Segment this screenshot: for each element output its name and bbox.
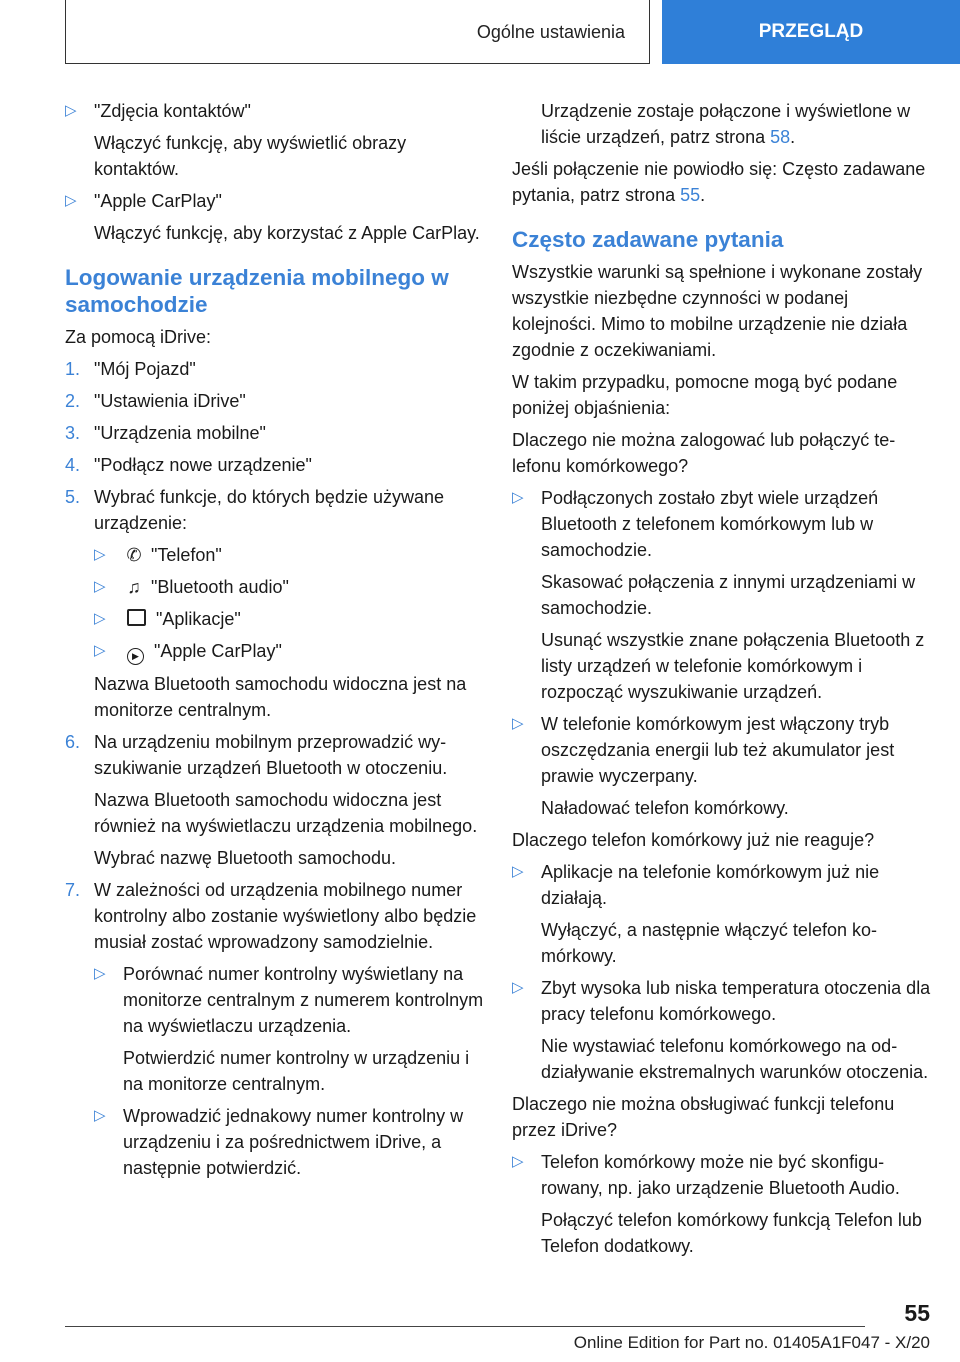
bullet-triangle-icon: ▷: [512, 489, 524, 506]
bullet-description: Potwierdzić numer kontrolny w urządzeniu i na monitorze centralnym.: [123, 1048, 470, 1094]
option-apps: [94, 606, 485, 632]
page-link-55[interactable]: 55: [680, 185, 701, 205]
bullet-triangle-icon: ▷: [94, 610, 106, 627]
option-label: "Bluetooth audio": [151, 577, 289, 597]
phone-icon: ✆: [126, 545, 142, 565]
step-7: [65, 877, 485, 955]
section-title: Ogólne ustawienia: [476, 22, 625, 42]
bullet-triangle-icon: ▷: [65, 192, 77, 209]
header-section-box: [65, 0, 650, 64]
bullet-description: Połączyć telefon komórkowy funkcją Telefon lub Telefon dodatkowy.: [541, 1210, 922, 1256]
step-number: 7.: [65, 880, 81, 900]
step-number: 4.: [65, 455, 81, 475]
step-number: 2.: [65, 391, 81, 411]
faq-bullet: [512, 859, 932, 911]
carplay-icon: ▶: [127, 648, 144, 665]
bullet-description: Włączyć funkcję, aby wyświetlić obrazy kontaktów.: [94, 133, 407, 179]
step-text: Wybrać funkcje, do których będzie używane urządzenie:: [94, 487, 445, 533]
text: Jeśli połączenie nie powiodło się: Często zadawane pytania, patrz strona: [512, 159, 926, 205]
step-text: "Ustawienia iDrive": [94, 391, 246, 411]
step-5: [65, 484, 485, 536]
page-link-58[interactable]: 58: [770, 127, 791, 147]
bullet-triangle-icon: ▷: [65, 102, 77, 119]
bullet-triangle-icon: ▷: [512, 979, 524, 996]
right-column: [512, 98, 932, 1265]
continuation-text: Urządzenie zostaje połączone i wyświetlone w liście urządzeń, patrz strona 58.: [541, 101, 911, 147]
bullet-description: Usunąć wszystkie znane połączenia Bluetooth z listy urządzeń w telefonie komórkowym i rozpocząć wyszukiwanie urządzeń.: [541, 630, 925, 702]
step-1: [65, 356, 485, 382]
footer-divider: [65, 1326, 865, 1327]
bullet-text: Porównać numer kontrolny wyświetlany na monitorze centralnym z numerem kontrolnym na wyświetlaczu urządzenia.: [123, 964, 484, 1036]
step-number: 5.: [65, 487, 81, 507]
bullet-triangle-icon: ▷: [94, 965, 106, 982]
bullet-triangle-icon: ▷: [512, 863, 524, 880]
bullet-text: Telefon komórkowy może nie być skonfigurowany, np. jako urządzenie Bluetooth Audio.: [541, 1152, 900, 1198]
step-text: W zależności od urządzenia mobilnego numer kontrolny albo zostanie wyświetlony albo będzie musiał zostać wprowadzony samodzielnie.: [94, 880, 477, 952]
bullet-text: Podłączonych zostało zbyt wiele urządzeń Bluetooth z telefonem komórkowym lub w samochodzie.: [541, 488, 879, 560]
option-label: "Apple CarPlay": [154, 641, 282, 661]
option-carplay: [94, 638, 485, 665]
step-number: 6.: [65, 732, 81, 752]
section-heading-login: Logowanie urządzenia mobilnego w samochodzie: [65, 265, 449, 317]
bullet-description: Włączyć funkcję, aby korzystać z Apple CarPlay.: [94, 223, 480, 243]
section-heading-faq: Często zadawane pytania: [512, 227, 784, 252]
bullet-text: W telefonie komórkowym jest włączony tryb oszczędzania energii lub też akumulator jest prawie wyczerpany.: [541, 714, 895, 786]
faq-paragraph: W takim przypadku, pomocne mogą być podane poniżej objaśnienia:: [512, 372, 898, 418]
bullet-triangle-icon: ▷: [94, 546, 106, 563]
music-note-icon: ♫: [127, 577, 141, 597]
bullet-apple-carplay: [65, 188, 485, 214]
bullet-triangle-icon: ▷: [94, 1107, 106, 1124]
step-text: "Mój Pojazd": [94, 359, 196, 379]
failure-text: Jeśli połączenie nie powiodło się: Często zadawane pytania, patrz strona 55.: [512, 159, 926, 205]
bullet-text: Aplikacje na telefonie komórkowym już nie działają.: [541, 862, 880, 908]
option-bluetooth-audio: [94, 574, 485, 600]
bullet-description: Nie wystawiać telefonu komórkowego na oddziaływanie ekstremalnych warunków otoczenia.: [541, 1036, 929, 1082]
step-4: [65, 452, 485, 478]
step-number: 1.: [65, 359, 81, 379]
step-number: 3.: [65, 423, 81, 443]
step-3: [65, 420, 485, 446]
overview-tab[interactable]: PRZEGLĄD: [662, 0, 960, 64]
option-phone: [94, 542, 485, 568]
apps-icon: [127, 609, 146, 626]
bullet-description: Naładować telefon komórkowy.: [541, 798, 789, 818]
bullet-triangle-icon: ▷: [94, 642, 106, 659]
step7-bullet: [94, 961, 485, 1039]
faq-question: Dlaczego nie można zalogować lub połączyć telefonu komórkowego?: [512, 430, 896, 476]
bullet-label: "Zdjęcia kontaktów": [94, 101, 251, 121]
intro-text: Za pomocą iDrive:: [65, 327, 212, 347]
faq-bullet: [512, 975, 932, 1027]
faq-bullet: [512, 711, 932, 789]
faq-question: Dlaczego telefon komórkowy już nie reaguje?: [512, 830, 875, 850]
bullet-triangle-icon: ▷: [512, 1153, 524, 1170]
faq-bullet: [512, 1149, 932, 1201]
text: Urządzenie zostaje połączone i wyświetlone w liście urządzeń, patrz strona: [541, 101, 911, 147]
page-header: [0, 0, 960, 64]
left-column: [65, 98, 485, 1187]
step6-note: Nazwa Bluetooth samochodu widoczna jest również na wyświetlaczu urządzenia mobilnego.: [94, 790, 478, 836]
step5-note: Nazwa Bluetooth samochodu widoczna jest na monitorze centralnym.: [94, 674, 467, 720]
bullet-text: Zbyt wysoka lub niska temperatura otoczenia dla pracy telefonu komórkowego.: [541, 978, 931, 1024]
step7-bullet: [94, 1103, 485, 1181]
faq-question: Dlaczego nie można obsługiwać funkcji telefonu przez iDrive?: [512, 1094, 895, 1140]
step-2: [65, 388, 485, 414]
option-label: "Telefon": [151, 545, 222, 565]
bullet-label: "Apple CarPlay": [94, 191, 222, 211]
bullet-triangle-icon: ▷: [512, 715, 524, 732]
option-label: "Aplikacje": [156, 609, 241, 629]
step6-note: Wybrać nazwę Bluetooth samochodu.: [94, 848, 397, 868]
page-number: 55: [904, 1300, 930, 1326]
bullet-text: Wprowadzić jednakowy numer kontrolny w urządzeniu i za pośrednictwem iDrive, a następnie potwierdzić.: [123, 1106, 464, 1178]
step-6: [65, 729, 485, 781]
faq-paragraph: Wszystkie warunki są spełnione i wykonane zostały wszystkie niezbędne czynności w podanej kolejności. Mimo to mobilne urządzenie nie działa zgodnie z oczekiwaniami.: [512, 262, 923, 360]
bullet-triangle-icon: ▷: [94, 578, 106, 595]
bullet-description: Skasować połączenia z innymi urządzeniami w samochodzie.: [541, 572, 916, 618]
step-text: "Urządzenia mobilne": [94, 423, 266, 443]
step-text: "Podłącz nowe urządzenie": [94, 455, 312, 475]
bullet-description: Wyłączyć, a następnie włączyć telefon komórkowy.: [541, 920, 877, 966]
faq-bullet: [512, 485, 932, 563]
footer-edition: Online Edition for Part no. 01405A1F047 - X/20: [573, 1333, 930, 1352]
bullet-contact-photos: [65, 98, 485, 124]
step-text: Na urządzeniu mobilnym przeprowadzić wyszukiwanie urządzeń Bluetooth w otoczeniu.: [94, 732, 448, 778]
